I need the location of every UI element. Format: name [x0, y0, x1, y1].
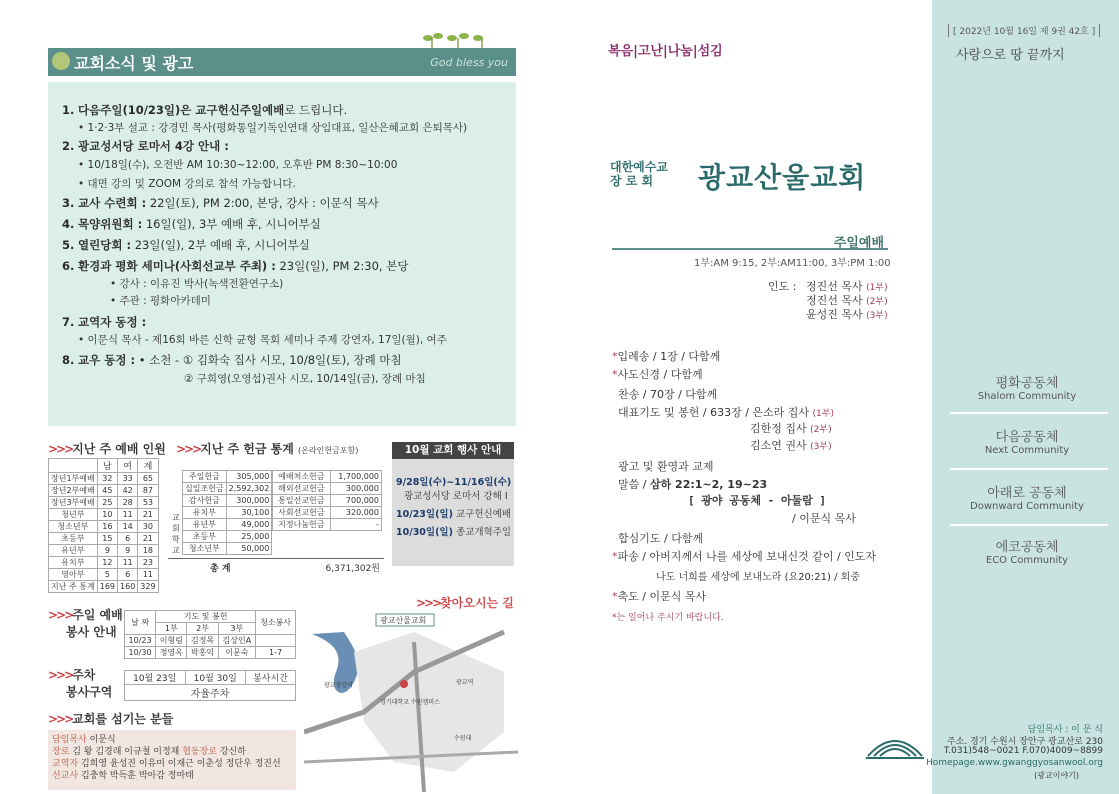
prayer-3: 김소연 권사 (3부): [750, 439, 832, 452]
table-cell: 1부: [156, 623, 187, 635]
event-box: [392, 442, 514, 566]
parking-table: [124, 670, 296, 701]
table-row: [125, 611, 296, 623]
news-item-1: 1. 다음주일(10/23일)은 교구헌신주일예배로 드립니다.: [62, 103, 348, 117]
unison-prayer: 합심기도 / 다함께: [618, 532, 704, 545]
table-cell: 10월 30일: [185, 671, 246, 685]
homepage-line: Homepage.www.gwanggyosanwool.org: [926, 758, 1103, 768]
giving-row: [273, 519, 382, 531]
news-item-7: 7. 교역자 동정 :: [62, 315, 147, 329]
table-cell: 32: [97, 473, 117, 485]
giving-row: [183, 471, 272, 483]
table-cell: 기도 및 봉헌: [156, 611, 256, 623]
divider: [950, 524, 1108, 526]
table-cell: 여: [118, 459, 138, 473]
table-cell: 김정목: [187, 635, 218, 647]
tagline: 복음|고난|나눔|섬김: [608, 44, 723, 59]
table-cell: 14: [118, 521, 138, 533]
giving-row: [183, 519, 272, 531]
news-sub-6b: • 주관 : 평화아카데미: [110, 295, 211, 307]
table-cell: 예배처소헌금: [273, 471, 331, 483]
service-table: [124, 610, 296, 659]
news-sub-7: • 이문식 목사 - 제16회 바른 신학 균형 목회 세미나 주제 강연자, 17일(월), 여주: [78, 334, 447, 346]
table-cell: 봉사시간: [246, 671, 296, 685]
news-title: 교회소식 및 광고: [74, 54, 194, 73]
attendance-header-row: [49, 459, 159, 473]
table-cell: [49, 459, 98, 473]
table-cell: 6: [118, 533, 138, 545]
table-cell: 300,000: [330, 483, 381, 495]
prayer-offering: 대표기도 및 봉헌 / 633장 / 은소라 집사 (1부): [618, 406, 834, 419]
table-cell: 10/30: [125, 647, 156, 659]
service-title: >>>주일 예배 봉사 안내: [48, 608, 123, 639]
giving-row: [183, 531, 272, 543]
attendance-row: [49, 497, 159, 509]
table-cell: 청소봉사: [256, 611, 296, 635]
table-cell: 십일조헌금: [183, 483, 227, 495]
sermon-title: [ 광야 공동체 - 아둘람 ]: [688, 494, 826, 507]
table-cell: 6: [118, 569, 138, 581]
table-cell: 25: [97, 497, 117, 509]
table-cell: 김상인A: [218, 635, 255, 647]
table-cell: 유치부: [49, 557, 98, 569]
table-cell: 11: [118, 557, 138, 569]
table-cell: 지난 주 통계: [49, 581, 98, 593]
table-cell: 21: [138, 533, 158, 545]
table-cell: 42: [118, 485, 138, 497]
giving-row: [183, 495, 272, 507]
news-header: [48, 48, 516, 76]
table-cell: 사회선교헌금: [273, 507, 331, 519]
parking-title: >>>주차 봉사구역: [48, 668, 113, 699]
servants-box: 담임목사 이문식 장로 김 왕 김경래 이규철 이정채 협동장로 강신하 교역자 김희영 윤성진 이유미 이재근 이춘성 정단우 정진선 선교사 김충학 박득훈 박아감 정마태: [48, 730, 296, 790]
news-item-2: 2. 광교성서당 로마서 4강 안내 :: [62, 139, 229, 153]
table-cell: 감사헌금: [183, 495, 227, 507]
giving-total: 6,371,302원: [325, 564, 380, 574]
church-marker-icon: [400, 680, 408, 688]
news-box: [48, 82, 516, 426]
table-cell: 300,000: [226, 495, 272, 507]
table-cell: 박홍익: [187, 647, 218, 659]
table-cell: 영아부: [49, 569, 98, 581]
table-cell: 초등부: [183, 531, 227, 543]
preacher: / 이문식 목사: [792, 512, 856, 525]
svg-text:수원대: 수원대: [454, 735, 472, 742]
table-cell: 장년2부예배: [49, 485, 98, 497]
table-cell: 3부: [218, 623, 255, 635]
worship-times: 1부:AM 9:15, 2부:AM11:00, 3부:PM 1:00: [694, 258, 891, 269]
table-cell: 11: [138, 569, 158, 581]
attendance-row: [49, 569, 159, 581]
community-shalom: 평화공동체 Shalom Community: [977, 376, 1077, 402]
table-cell: 25,000: [226, 531, 272, 543]
table-cell: 11: [118, 509, 138, 521]
table-cell: 청년부: [49, 509, 98, 521]
attendance-row: [49, 485, 159, 497]
attendance-row: [49, 545, 159, 557]
attendance-row: [49, 581, 159, 593]
table-cell: 10/23: [125, 635, 156, 647]
divider: [950, 412, 1108, 414]
table-cell: 날 짜: [125, 611, 156, 635]
entrance-hymn: *입례송 / 1장 / 다함께: [612, 350, 721, 363]
community-next: 다음공동체 Next Community: [984, 430, 1070, 456]
table-row: [125, 685, 296, 701]
event-title: 10월 교회 행사 안내: [392, 442, 514, 459]
news-item-6: 6. 환경과 평화 세미나(사회선교부 주최) : 23일(일), PM 2:30, 본당: [62, 259, 409, 273]
table-cell: -: [330, 519, 381, 531]
parking-free: 자율주차: [125, 685, 296, 701]
table-cell: 21: [138, 509, 158, 521]
announcements: 광고 및 환영과 교제: [618, 460, 714, 473]
news-sub-6a: • 강사 : 이유진 박사(녹색전환연구소): [110, 278, 284, 290]
location-map: [304, 612, 518, 792]
table-cell: 65: [138, 473, 158, 485]
news-sub-8: ② 구희영(오영섭)권사 시모, 10/14일(금), 장례 마침: [184, 373, 426, 385]
table-cell: 320,000: [330, 507, 381, 519]
table-cell: 15: [97, 533, 117, 545]
servants-title: >>>교회를 섬기는 분들: [48, 712, 174, 726]
svg-text:경기대학교 수원캠퍼스: 경기대학교 수원캠퍼스: [380, 699, 440, 706]
sermon-passage: 말씀 / 삼하 22:1~2, 19~23: [618, 478, 768, 491]
table-cell: 10: [97, 509, 117, 521]
attendance-table: [48, 458, 159, 593]
giving-row: [273, 507, 382, 519]
event-line-3: 10/23일(일) 교구헌신예배: [396, 509, 512, 520]
giving-row: [183, 507, 272, 519]
table-cell: 장년3부예배: [49, 497, 98, 509]
address-line: 주소. 경기 수원시 장안구 광교산로 230: [946, 737, 1103, 747]
table-cell: 45: [97, 485, 117, 497]
community-downward: 아래로 공동체 Downward Community: [970, 486, 1084, 512]
news-item-4: 4. 목양위원회 : 16일(일), 3부 예배 후, 시니어부실: [62, 217, 321, 231]
table-cell: 통일선교헌금: [273, 495, 331, 507]
table-cell: 1,700,000: [330, 471, 381, 483]
leader-3: 윤성진 목사 (3부): [806, 308, 888, 321]
table-cell: 305,000: [226, 471, 272, 483]
lead-label: 인도 :: [768, 280, 797, 293]
attendance-row: [49, 509, 159, 521]
table-cell: 23: [138, 557, 158, 569]
phone-line: T.031)548~0021 F.070)4009~8899: [943, 746, 1103, 756]
table-cell: 초등부: [49, 533, 98, 545]
table-cell: 청소년부: [183, 543, 227, 555]
table-cell: 30,100: [226, 507, 272, 519]
apostles-creed: *사도신경 / 다함께: [612, 368, 703, 381]
news-sub-1: • 1·2·3부 설교 : 강경민 목사(평화통일기독인연대 상임대표, 일산은혜교회 은퇴목사): [78, 122, 468, 134]
right-sidebar: [926, 0, 1119, 794]
news-sub-2b: • 대면 강의 및 ZOOM 강의로 참석 가능합니다.: [78, 178, 296, 190]
giving-total-row: 총 계 6,371,302원: [168, 558, 384, 572]
table-cell: 28: [118, 497, 138, 509]
worship-header: 주일예배: [612, 232, 888, 250]
table-cell: 10월 23일: [125, 671, 186, 685]
event-line-2: 광교성서당 로마서 강해 Ⅰ: [404, 491, 508, 502]
table-cell: 5: [97, 569, 117, 581]
table-cell: [256, 635, 296, 647]
attendance-row: [49, 521, 159, 533]
table-cell: 87: [138, 485, 158, 497]
table-cell: 30: [138, 521, 158, 533]
giving-title: >>>지난 주 헌금 통계 (온라인헌금포함): [176, 442, 359, 456]
table-cell: 이문숙: [218, 647, 255, 659]
table-cell: 주일헌금: [183, 471, 227, 483]
attendance-row: [49, 473, 159, 485]
giving-panel: [168, 470, 384, 574]
service-row: [125, 635, 296, 647]
school-side-label: 교회학교: [172, 513, 180, 555]
news-sub-2a: • 10/18일(수), 오전반 AM 10:30~12:00, 오후반 PM 8:30~10:00: [78, 159, 398, 171]
giving-row: [183, 483, 272, 495]
table-cell: 50,000: [226, 543, 272, 555]
god-bless-you-text: God bless you: [430, 56, 508, 69]
event-line-4: 10/30일(일) 종교개혁주일: [396, 527, 512, 538]
news-item-3: 3. 교사 수련회 : 22일(토), PM 2:00, 본당, 강사 : 이문식 목사: [62, 196, 379, 210]
attendance-row: [49, 533, 159, 545]
attendance-row: [49, 557, 159, 569]
stand-note: *는 일어나 주시기 바랍니다.: [612, 613, 724, 623]
homepage-note: (광교이야기): [1034, 771, 1079, 780]
giving-row: [273, 483, 382, 495]
motto: 사랑으로 땅 끝까지: [956, 48, 1065, 63]
issue-date: [ 2022년 10월 16일 제 9권 42호 ]: [948, 24, 1100, 37]
sprouts-icon: [420, 28, 492, 48]
table-cell: 53: [138, 497, 158, 509]
church-name: 광교산울교회: [698, 161, 867, 194]
news-item-5: 5. 열린당회 : 23일(일), 2부 예배 후, 시니어부실: [62, 238, 310, 252]
table-cell: 18: [138, 545, 158, 557]
table-cell: 계: [138, 459, 158, 473]
prayer-2: 김한정 집사 (2부): [750, 422, 832, 435]
table-cell: 169: [97, 581, 117, 593]
table-cell: 160: [118, 581, 138, 593]
table-cell: 해외선교헌금: [273, 483, 331, 495]
service-row: [125, 647, 296, 659]
table-cell: 33: [118, 473, 138, 485]
plant-icon: [52, 52, 70, 70]
table-cell: 2부: [187, 623, 218, 635]
table-cell: 유치부: [183, 507, 227, 519]
table-cell: 2,592,302: [226, 483, 272, 495]
pastor-line: 담임목사 : 이 문 식: [1027, 725, 1103, 735]
table-cell: 329: [138, 581, 158, 593]
giving-row: [273, 495, 382, 507]
table-cell: 남: [97, 459, 117, 473]
hymn: 찬송 / 70장 / 다함께: [618, 388, 718, 401]
table-cell: 지정나눔헌금: [273, 519, 331, 531]
table-cell: 정영옥: [156, 647, 187, 659]
giving-row: [273, 471, 382, 483]
giving-left-table: [182, 470, 272, 555]
table-cell: 유년부: [183, 519, 227, 531]
leader-2: 정진선 목사 (2부): [806, 294, 888, 307]
table-cell: 유년부: [49, 545, 98, 557]
table-cell: 장년1부예배: [49, 473, 98, 485]
table-row: [125, 671, 296, 685]
table-cell: 12: [97, 557, 117, 569]
community-eco: 에코공동체 ECO Community: [985, 540, 1069, 566]
table-cell: 700,000: [330, 495, 381, 507]
divider: [950, 468, 1108, 470]
giving-row: [183, 543, 272, 555]
svg-text:광교역: 광교역: [456, 679, 474, 686]
sending: *파송 / 아버지께서 나를 세상에 보내신것 같이 / 인도자: [612, 550, 877, 563]
giving-right-table: [272, 470, 382, 531]
table-cell: 9: [97, 545, 117, 557]
table-cell: 청소년부: [49, 521, 98, 533]
table-cell: 1-7: [256, 647, 296, 659]
table-cell: 49,000: [226, 519, 272, 531]
map-title: >>>찾아오시는 길: [416, 596, 514, 610]
event-line-1: 9/28일(수)~11/16일(수): [396, 477, 512, 488]
sending-response: 나도 너희를 세상에 보내노라 (요20:21) / 회중: [656, 572, 860, 583]
attendance-title: >>>지난 주 예배 인원: [48, 442, 166, 456]
news-item-8: 8. 교우 동정 : • 소천 - ① 김화숙 집사 시모, 10/8일(토), 장례 마침: [62, 353, 402, 367]
svg-text:광교중앙역: 광교중앙역: [324, 682, 353, 689]
table-cell: 9: [118, 545, 138, 557]
leader-1: 정진선 목사 (1부): [806, 280, 888, 293]
benediction: *축도 / 이문식 목사: [612, 590, 707, 603]
church-emblem-icon: [864, 722, 926, 762]
table-cell: 16: [97, 521, 117, 533]
svg-text:광교산울교회: 광교산울교회: [380, 616, 427, 625]
table-cell: 이형림: [156, 635, 187, 647]
